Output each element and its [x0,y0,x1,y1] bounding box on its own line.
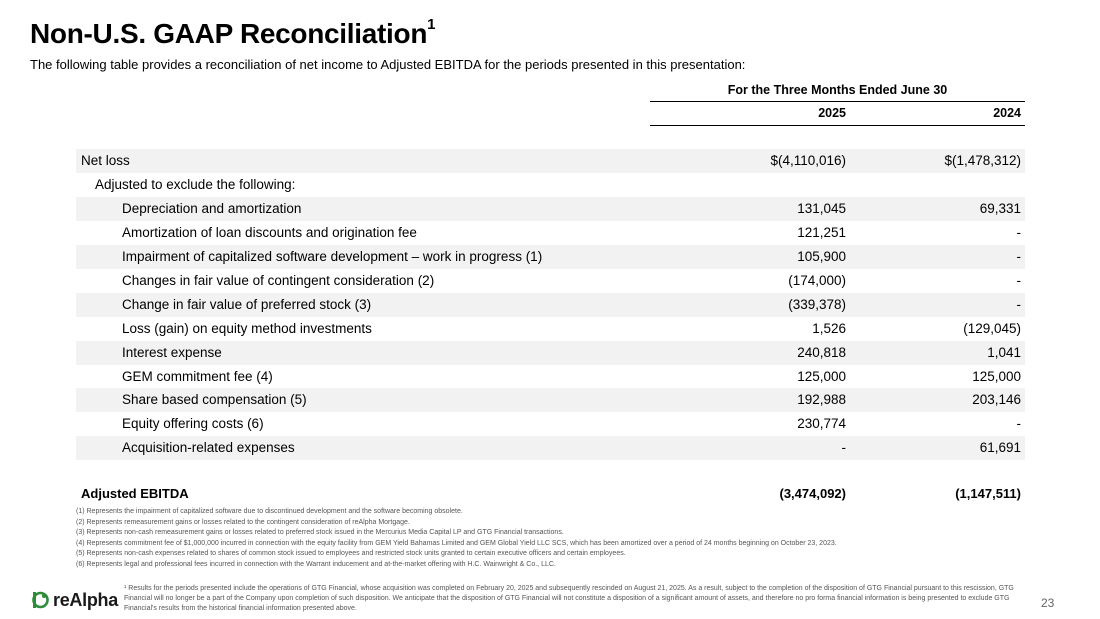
value-2025: (174,000) [788,273,846,288]
net-loss-row [76,149,1025,173]
value-2025: 131,045 [797,201,846,216]
row-label: Amortization of loan discounts and origination fee [122,225,417,240]
value-2024: 203,146 [972,392,1021,407]
row-label: Interest expense [122,345,222,360]
value-2024: (129,045) [963,321,1021,336]
table-row [76,341,1025,365]
adjust-header-row [76,173,1025,197]
footnote: (5) Represents non-cash expenses related to shares of common stock issued to employees and restricted stock units granted to certain executive officers and certain employees. [76,550,626,557]
footnote: (6) Represents legal and professional fees incurred in connection with the Warrant inducement and at-the-market offering with H.C. Wainwright & Co., LLC. [76,560,556,568]
value-2024: - [1016,297,1021,312]
footnotes [76,507,1036,570]
value-2025: 230,774 [797,416,846,431]
footnote: (2) Represents remeasurement gains or losses related to the contingent consideration of reAlpha Mortgage. [76,518,410,526]
table-row [76,412,1025,436]
value-2025: 121,251 [797,225,846,240]
row-label: Acquisition-related expenses [122,440,295,455]
value-2024: - [1016,416,1021,431]
row-label: GEM commitment fee (4) [122,369,273,384]
table-row [76,436,1025,460]
value-2025: 105,900 [797,249,846,264]
table-row [76,365,1025,389]
period-header: For the Three Months Ended June 30 [650,83,1025,102]
value-2025: 192,988 [797,392,846,407]
row-label: Adjusted EBITDA [81,486,189,501]
row-label: Impairment of capitalized software development – work in progress (1) [122,249,543,264]
row-label: Net loss [81,153,130,168]
value-2025: 1,526 [812,321,846,336]
year-2024-header: 2024 [993,106,1021,120]
footnote: (4) Represents commitment fee of $1,000,000 incurred in connection with the equity facility from GEM Yield Bahamas Limited and GEM Global Yield LLC SCS, which has been amortized over a period of 24 months beginning on October 23, 2023. [76,539,837,547]
value-2025: 125,000 [797,369,846,384]
value-2024: 1,041 [987,345,1021,360]
value-2025: (339,378) [788,297,846,312]
page-number: 23 [1041,596,1055,610]
row-label: Equity offering costs (6) [122,416,264,431]
title-footnote-marker: 1 [427,15,436,33]
logo-text: reAlpha [53,589,118,610]
table-row [76,388,1025,412]
value-2024: 69,331 [979,201,1021,216]
row-label: Depreciation and amortization [122,201,302,216]
value-2025: (3,474,092) [779,486,846,501]
realpha-logo-icon [30,590,50,610]
footnote: (3) Represents non-cash remeasurement gains or losses related to preferred stock issued in the Mercurius Media Capital LP and GTG Financial transactions. [76,529,564,536]
row-label: Change in fair value of preferred stock (3) [122,297,372,312]
table-row [76,269,1025,293]
table-row [76,317,1025,341]
table-row [76,245,1025,269]
disclaimer: ¹ Results for the periods presented include the operations of GTG Financial, whose acquisition was completed on February 20, 2025 and subsequently rescinded on August 21, 2025. As a result, subject to the completion of the disposition of GTG Financial pursuant to this rescission, GTG Financial will no longer be a part of the Company upon completion of such disposition. We anticipate that the disposition of GTG Financial will not constitute a disposition of a significant amount of assets, and therefore no pro forma financial information is being presented to exclude GTG Financial's results from the historical financial information presented above. [124,585,1014,613]
year-2025-header: 2025 [818,106,846,120]
value-2024: 61,691 [979,440,1021,455]
value-2025: $(4,110,016) [770,153,846,168]
row-label: Loss (gain) on equity method investments [122,321,372,336]
page-title: Non-U.S. GAAP Reconciliation$^1$ [30,15,436,49]
page-subtitle: The following table provides a reconciliation of net income to Adjusted EBITDA for the periods presented in this presentation: [30,57,746,72]
year-header-row [650,106,1025,126]
realpha-logo [30,589,118,611]
value-2024: - [1016,249,1021,264]
adjusted-ebitda-row [76,482,1025,506]
value-2024: - [1016,273,1021,288]
value-2024: - [1016,225,1021,240]
row-label: Share based compensation (5) [122,392,307,407]
footnote: (1) Represents the impairment of capitalized software due to discontinued development and the software becoming obsolete. [76,508,463,515]
value-2024: 125,000 [972,369,1021,384]
value-2024: $(1,478,312) [944,153,1021,168]
value-2025: - [841,440,846,455]
table-row [76,293,1025,317]
row-label: Adjusted to exclude the following: [95,177,296,192]
table-row [76,197,1025,221]
value-2024: (1,147,511) [955,486,1021,501]
table-row [76,221,1025,245]
row-label: Changes in fair value of contingent consideration (2) [122,273,435,288]
value-2025: 240,818 [797,345,846,360]
